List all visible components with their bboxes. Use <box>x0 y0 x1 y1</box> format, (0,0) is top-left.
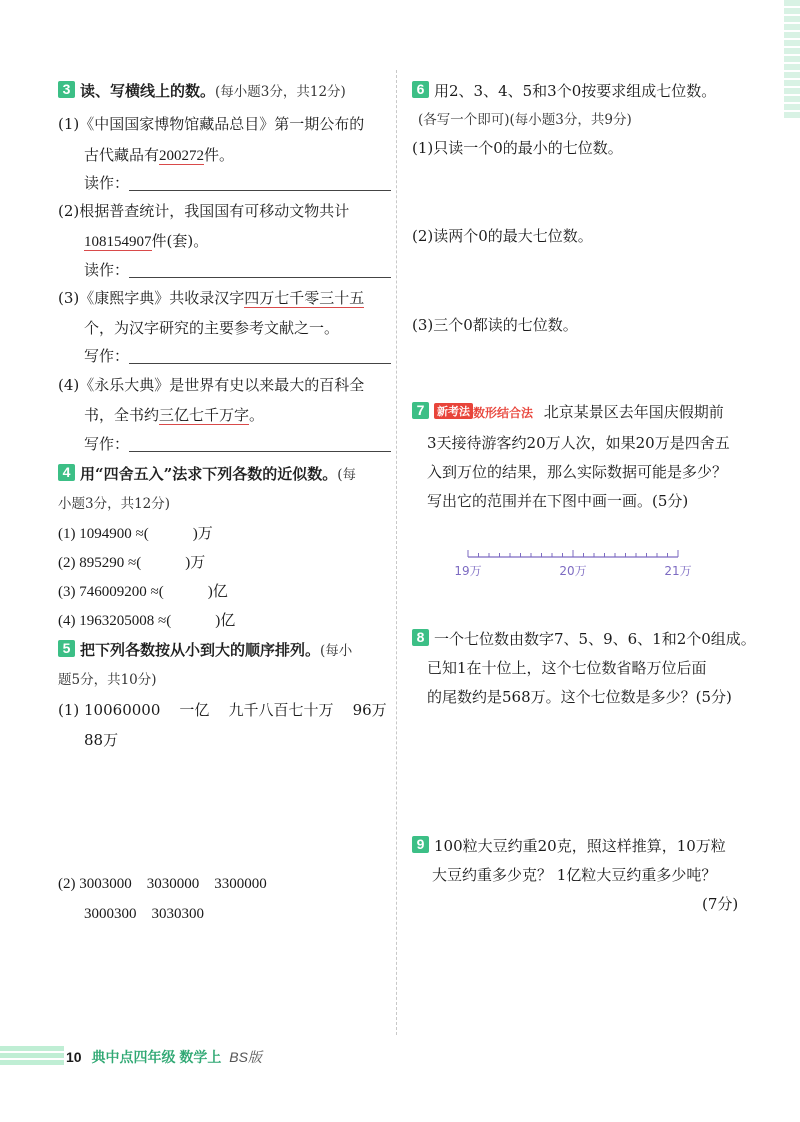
edition-label: BS版 <box>229 1049 262 1065</box>
q3-item-4-highlight: 三亿七千万字 <box>159 406 250 424</box>
q7-line1: 北京某景区去年国庆假期前 <box>543 403 724 421</box>
q8-heading <box>412 628 756 649</box>
footer <box>66 1047 262 1067</box>
q3-item-3-highlight: 四万七千零三十五 <box>244 289 365 307</box>
q3-item-2-highlight: 108154907 <box>84 234 152 250</box>
q5-note: 题5分，共10分) <box>58 672 157 688</box>
q5-item-1-line1: (1) 10060000 一亿 九千八百七十万 96万 <box>58 701 387 719</box>
number-line-axis <box>454 550 691 578</box>
q3-item-1-answer <box>84 172 391 193</box>
q4-item-2: (2) 895290 ≈( )万 <box>58 555 206 571</box>
q6-item-2: (2)读两个0的最大七位数。 <box>412 227 593 245</box>
q6-title: 用2、3、4、5和3个0按要求组成七位数。 <box>434 82 717 100</box>
edge-decoration <box>784 0 800 118</box>
answer-blank[interactable] <box>129 263 391 278</box>
q3-heading <box>58 80 346 101</box>
q4-item-4: (4) 1963205008 ≈( )亿 <box>58 613 236 629</box>
answer-label: 读作： <box>84 174 130 192</box>
q6-heading <box>412 80 716 101</box>
q7-line2: 3天接待游客约20万人次，如果20万是四舍五 <box>427 434 730 452</box>
q3-item-1-line1: (1)《中国国家博物馆藏品总目》第一期公布的 <box>58 115 365 133</box>
q9-badge: 9 <box>412 836 429 853</box>
answer-label: 读作： <box>84 261 130 279</box>
column-divider <box>396 70 397 1035</box>
axis-label: 19万 <box>454 564 482 578</box>
q4-badge: 4 <box>58 464 75 481</box>
q7-heading <box>412 401 724 422</box>
q8-line3: 的尾数约是568万。这个七位数是多少？(5分) <box>427 688 732 706</box>
q5-item-2-line2: 3000300 3030300 <box>84 906 204 922</box>
q5-heading: 5 把下列各数按从小到大的顺序排列。(每小 <box>58 639 352 660</box>
q3-item-4-answer <box>84 433 391 454</box>
q6-item-3: (3)三个0都读的七位数。 <box>412 316 578 334</box>
q9-line3: (7分) <box>702 895 739 913</box>
q6-item-1: (1)只读一个0的最小的七位数。 <box>412 139 623 157</box>
q3-item-2-answer <box>84 259 391 280</box>
q3-item-1-highlight: 200272 <box>159 148 205 164</box>
q3-item-3-answer <box>84 345 391 366</box>
grade-label: 四年级 数学上 <box>133 1049 222 1065</box>
q8-badge: 8 <box>412 629 429 646</box>
q3-note: (每小题3分，共12分) <box>215 84 346 100</box>
q3-badge: 3 <box>58 81 75 98</box>
footer-decoration <box>0 1045 64 1065</box>
q4-item-1: (1) 1094900 ≈( )万 <box>58 526 213 542</box>
q4-item-3: (3) 746009200 ≈( )亿 <box>58 584 228 600</box>
brand-logo: 典中点 <box>91 1049 134 1065</box>
method-label: 数形结合法 <box>473 406 534 420</box>
answer-label: 写作： <box>84 347 130 365</box>
q4-note: 小题3分，共12分) <box>58 496 171 512</box>
q5-item-1-line2: 88万 <box>84 731 119 749</box>
q7-badge: 7 <box>412 402 429 419</box>
answer-blank[interactable] <box>129 437 391 452</box>
new-method-tag: 新考法 <box>434 403 473 419</box>
q6-badge: 6 <box>412 81 429 98</box>
q3-title: 读、写横线上的数。 <box>80 82 216 100</box>
number-line[interactable] <box>440 545 720 585</box>
q7-line4: 写出它的范围并在下图中画一画。(5分) <box>427 492 689 510</box>
q9-heading <box>412 835 726 856</box>
q8-line1: 一个七位数由数字7、5、9、6、1和2个0组成。 <box>434 630 756 648</box>
q3-item-3-line1: (3)《康熙字典》共收录汉字四万七千零三十五 <box>58 289 365 307</box>
q9-line2: 大豆约重多少克？ 1亿粒大豆约重多少吨？ <box>432 866 717 884</box>
q3-item-3-line2: 个，为汉字研究的主要参考文献之一。 <box>84 319 340 337</box>
q5-item-2-line1: (2) 3003000 3030000 3300000 <box>58 876 267 892</box>
q4-title: 用“四舍五入”法求下列各数的近似数。 <box>80 465 338 483</box>
q8-line2: 已知1在十位上，这个七位数省略万位后面 <box>427 659 707 677</box>
q3-item-2-line1: (2)根据普查统计，我国国有可移动文物共计 <box>58 202 350 220</box>
q3-item-2-line2: 108154907件(套)。 <box>84 232 209 250</box>
answer-blank[interactable] <box>129 349 391 364</box>
q4-heading: 4 用“四舍五入”法求下列各数的近似数。(每 <box>58 463 356 484</box>
page-number: 10 <box>66 1049 82 1065</box>
q6-note: (各写一个即可)(每小题3分，共9分) <box>418 112 632 128</box>
q5-title: 把下列各数按从小到大的顺序排列。 <box>80 641 321 659</box>
answer-label: 写作： <box>84 435 130 453</box>
q9-line1: 100粒大豆约重20克，照这样推算，10万粒 <box>434 837 726 855</box>
axis-label: 21万 <box>664 564 692 578</box>
q3-item-4-line2: 书，全书约三亿七千万字。 <box>84 406 265 424</box>
axis-label: 20万 <box>559 564 587 578</box>
q3-item-1-line2: 古代藏品有200272件。 <box>84 146 235 164</box>
q5-badge: 5 <box>58 640 75 657</box>
q3-item-4-line1: (4)《永乐大典》是世界有史以来最大的百科全 <box>58 376 365 394</box>
answer-blank[interactable] <box>129 176 391 191</box>
q7-line3: 入到万位的结果，那么实际数据可能是多少？ <box>427 463 728 481</box>
